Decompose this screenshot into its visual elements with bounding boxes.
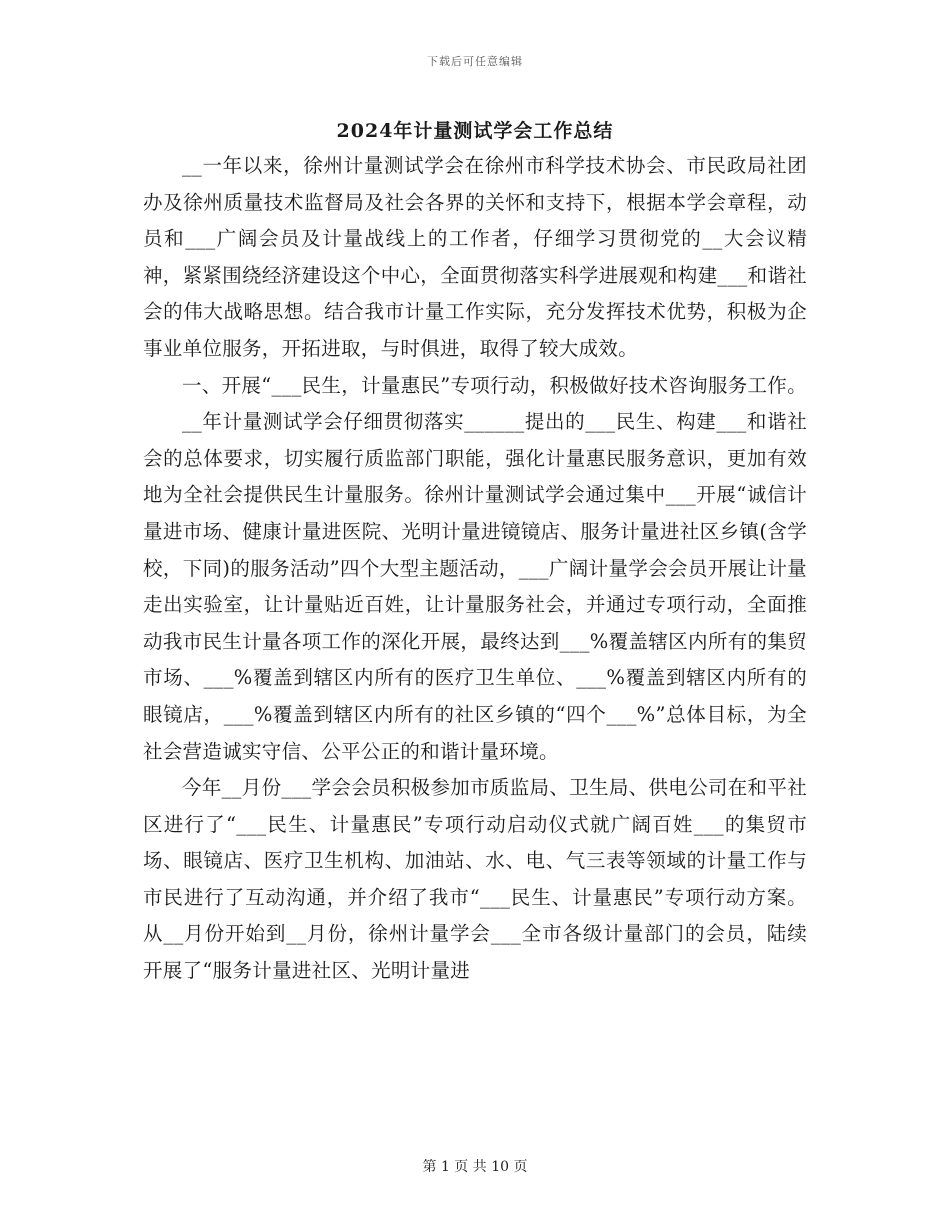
page-number-footer: 第 1 页 共 10 页	[422, 1159, 528, 1175]
document-title: 2024年计量测试学会工作总结	[336, 120, 614, 142]
paragraph-section-1-detail: __年计量测试学会仔细贯彻落实______提出的___民生、构建___和谐社会的总体要求，切实履行质监部门职能，强化计量惠民服务意识，更加有效地为全社会提供民生计量服务。徐州计量测试学会通过集中___开展“诚信计量进市场、健康计量进医院、光明计量进镜镜店、服务计量进社区乡镇(含学校，下同)的服务活动”四个大型主题活动，___广阔计量学会会员开展让计量走出实验室，让计量贴近百姓，让计量服务社会，并通过专项行动，全面推动我市民生计量各项工作的深化开展，最终达到___%覆盖辖区内所有的集贸市场、___%覆盖到辖区内所有的医疗卫生单位、___%覆盖到辖区内所有的眼镜店，___%覆盖到辖区内所有的社区乡镇的“四个___%”总体目标，为全社会营造诚实守信、公平公正的和谐计量环境。	[143, 410, 807, 763]
paragraph-section-1-heading: 一、开展“___民生，计量惠民”专项行动，积极做好技术咨询服务工作。	[182, 373, 807, 397]
document-body	[143, 148, 807, 990]
paragraph-activities: 今年__月份___学会会员积极参加市质监局、卫生局、供电公司在和平社区进行了“___民生、计量惠民”专项行动启动仪式就广阔百姓___的集贸市场、眼镜店、医疗卫生机构、加油站、水、电、气三表等领域的计量工作与市民进行了互动沟通，并介绍了我市“___民生、计量惠民”专项行动方案。从__月份开始到__月份，徐州计量学会___全市各级计量部门的会员，陆续开展了“服务计量进社区、光明计量进	[143, 776, 807, 983]
page-header-note: 下载后可任意编辑	[427, 55, 523, 68]
paragraph-intro: __一年以来，徐州计量测试学会在徐州市科学技术协会、市民政局社团办及徐州质量技术监督局及社会各界的关怀和支持下，根据本学会章程，动员和___广阔会员及计量战线上的工作者，仔细学习贯彻党的__大会议精神，紧紧围绕经济建设这个中心，全面贯彻落实科学进展观和构建___和谐社会的伟大战略思想。结合我市计量工作实际，充分发挥技术优势，积极为企事业单位服务，开拓进取，与时俱进，取得了较大成效。	[143, 154, 807, 360]
